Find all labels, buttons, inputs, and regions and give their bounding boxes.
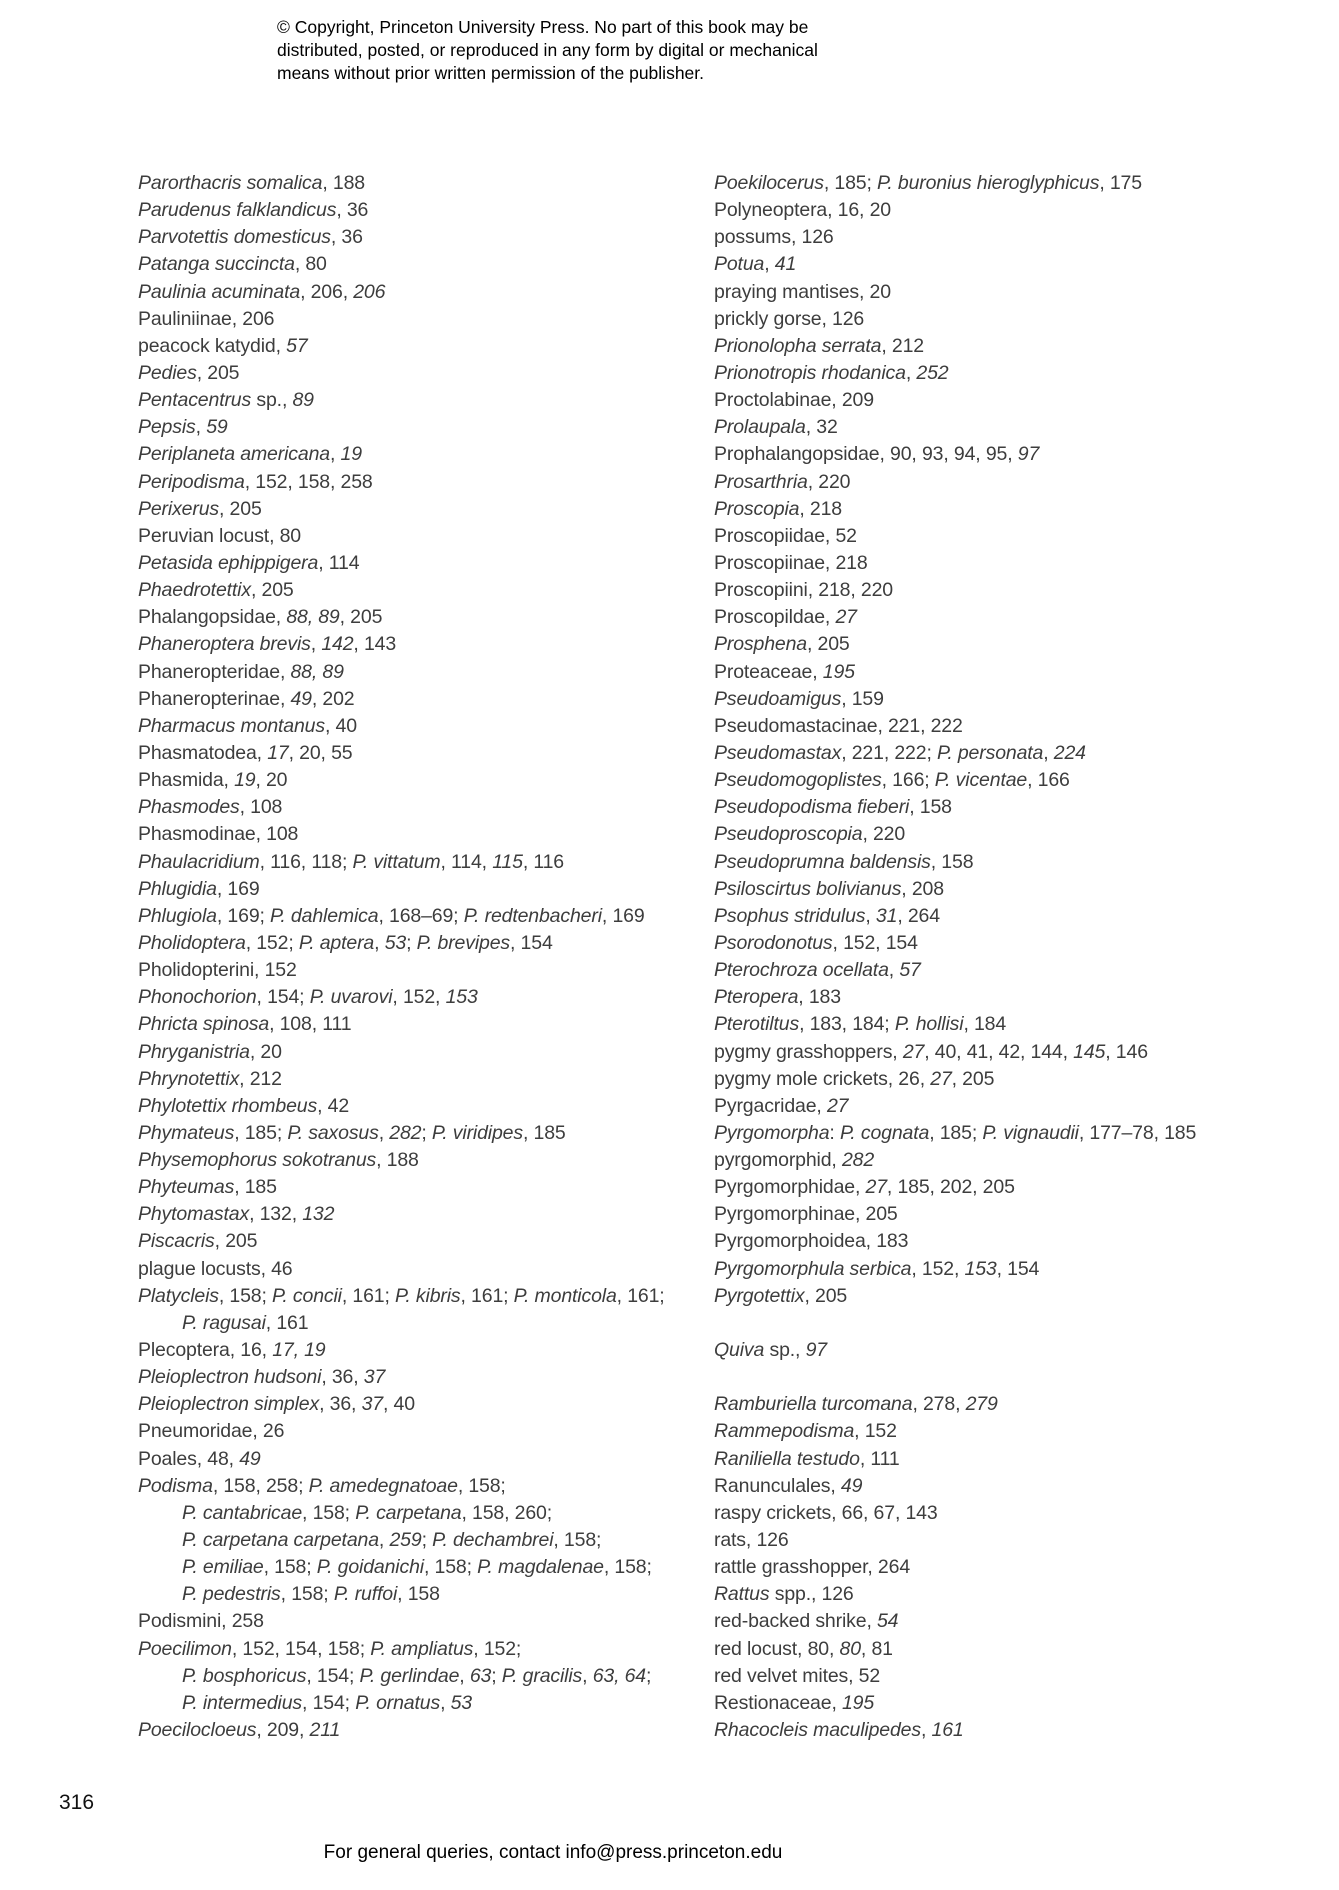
index-entry: Phrynotettix, 212 [138,1067,282,1090]
index-entry: Rammepodisma, 152 [714,1420,897,1443]
index-entry: Pedies, 205 [138,361,240,384]
index-entry: Prionotropis rhodanica, 252 [714,361,949,384]
index-entry: Potua, 41 [714,253,797,276]
index-entry: Pyrgomorphula serbica, 152, 153, 154 [714,1257,1040,1280]
index-entry: Phaneropterinae, 49, 202 [138,687,355,710]
index-entry: Pseudomogoplistes, 166; P. vicentae, 166 [714,769,1070,792]
index-entry: Phaneropteridae, 88, 89 [138,660,344,683]
index-entry: Pteropera, 183 [714,986,841,1009]
index-entry: Pharmacus montanus, 40 [138,714,357,737]
index-entry: red-backed shrike, 54 [714,1610,899,1633]
index-entry: Pyrgomorpha: P. cognata, 185; P. vignaudii, 177–78, 185 [714,1121,1197,1144]
index-entry: Poales, 48, 49 [138,1447,261,1470]
index-entry: Proctolabinae, 209 [714,389,874,412]
index-entry: pyrgomorphid, 282 [714,1149,875,1172]
index-entry: P. pedestris, 158; P. ruffoi, 158 [182,1583,440,1606]
index-entry: Ramburiella turcomana, 278, 279 [714,1393,998,1416]
index-entry: Pyrgotettix, 205 [714,1284,848,1307]
copyright-notice [277,16,818,85]
index-entry: praying mantises, 20 [714,280,891,303]
index-entry: Paulinia acuminata, 206, 206 [138,280,386,303]
index-entry: Ranunculales, 49 [714,1474,863,1497]
index-entry: Proteaceae, 195 [714,660,855,683]
index-entry: Physemophorus sokotranus, 188 [138,1149,419,1172]
index-entry: Polyneoptera, 16, 20 [714,199,891,222]
index-entry: Pleioplectron simplex, 36, 37, 40 [138,1393,415,1416]
index-entry: Pseudomastax, 221, 222; P. personata, 224 [714,741,1086,764]
copyright-line: means without prior written permission of the publisher. [277,63,705,83]
index-entry: Podisma, 158, 258; P. amedegnatoae, 158; [138,1474,506,1497]
index-entry: Phonochorion, 154; P. uvarovi, 152, 153 [138,986,478,1009]
index-entry: Pseudoprumna baldensis, 158 [714,850,974,873]
index-entry: possums, 126 [714,226,834,249]
index-entry: Proscopiinae, 218 [714,551,868,574]
index-entry: P. carpetana carpetana, 259; P. dechambrei, 158; [182,1529,602,1552]
index-entry: Pauliniinae, 206 [138,307,275,330]
index-blank-line [714,1310,1324,1337]
index-entry: P. ragusai, 161 [182,1311,309,1334]
index-entry: Pterochroza ocellata, 57 [714,959,921,982]
index-entry: Pleioplectron hudsoni, 36, 37 [138,1366,386,1389]
copyright-line: © Copyright, Princeton University Press. No part of this book may be [277,17,809,37]
index-entry: Podismini, 258 [138,1610,264,1633]
index-entry: Pepsis, 59 [138,416,228,439]
index-entry: Parvotettis domesticus, 36 [138,226,363,249]
index-entry: Psiloscirtus bolivianus, 208 [714,877,944,900]
index-entry: Psophus stridulus, 31, 264 [714,904,940,927]
index-entry: Proscopiidae, 52 [714,524,857,547]
index-entry: Prosarthria, 220 [714,470,851,493]
index-entry: P. bosphoricus, 154; P. gerlindae, 63; P. gracilis, 63, 64; [182,1664,652,1687]
index-entry: Perixerus, 205 [138,497,262,520]
index-entry: Peruvian locust, 80 [138,524,301,547]
index-entry: pygmy mole crickets, 26, 27, 205 [714,1067,995,1090]
index-entry: Phylotettix rhombeus, 42 [138,1094,350,1117]
index-entry: Parudenus falklandicus, 36 [138,199,369,222]
index-entry: P. intermedius, 154; P. ornatus, 53 [182,1691,472,1714]
index-entry: Platycleis, 158; P. concii, 161; P. kibris, 161; P. monticola, 161; [138,1284,665,1307]
index-entry: Pyrgomorphinae, 205 [714,1203,898,1226]
index-entry: Phasmida, 19, 20 [138,769,288,792]
index-entry: P. cantabricae, 158; P. carpetana, 158, 260; [182,1501,552,1524]
index-blank-line [714,1364,1324,1391]
index-entry: Pentacentrus sp., 89 [138,389,314,412]
index-entry: P. emiliae, 158; P. goidanichi, 158; P. magdalenae, 158; [182,1556,652,1579]
index-entry: Periplaneta americana, 19 [138,443,362,466]
index-entry: rats, 126 [714,1529,789,1552]
index-entry: Poecilocloeus, 209, 211 [138,1719,341,1742]
index-entry: Proscopiini, 218, 220 [714,579,893,602]
footer-contact-line: For general queries, contact info@press.princeton.edu [323,1842,783,1863]
copyright-line: distributed, posted, or reproduced in any form by digital or mechanical [277,40,818,60]
index-entry: Phasmatodea, 17, 20, 55 [138,741,353,764]
index-entry: Pseudomastacinae, 221, 222 [714,714,963,737]
index-entry: Restionaceae, 195 [714,1691,875,1714]
index-entry: Pholidoptera, 152; P. aptera, 53; P. brevipes, 154 [138,931,553,954]
index-entry: Phymateus, 185; P. saxosus, 282; P. viridipes, 185 [138,1121,566,1144]
index-entry: Pterotiltus, 183, 184; P. hollisi, 184 [714,1013,1007,1036]
index-entry: peacock katydid, 57 [138,334,308,357]
index-entry: Proscopildae, 27 [714,606,857,629]
index-entry: Phaulacridium, 116, 118; P. vittatum, 114, 115, 116 [138,850,565,873]
index-entry: Prolaupala, 32 [714,416,838,439]
index-entry: Phlugidia, 169 [138,877,260,900]
index-entry: Poecilimon, 152, 154, 158; P. ampliatus, 152; [138,1637,522,1660]
index-entry: Phryganistria, 20 [138,1040,282,1063]
index-entry: Prophalangopsidae, 90, 93, 94, 95, 97 [714,443,1040,466]
index-entry: Rattus spp., 126 [714,1583,854,1606]
index-entry: rattle grasshopper, 264 [714,1556,911,1579]
index-entry: Poekilocerus, 185; P. buronius hieroglyphicus, 175 [714,172,1142,194]
index-entry: Phyteumas, 185 [138,1176,277,1199]
index-entry: Proscopia, 218 [714,497,842,520]
index-entry: Pyrgacridae, 27 [714,1094,849,1117]
index-entry: Psorodonotus, 152, 154 [714,931,918,954]
index-entry: pygmy grasshoppers, 27, 40, 41, 42, 144, 145, 146 [714,1040,1148,1063]
index-entry: plague locusts, 46 [138,1257,293,1280]
index-entry: Pholidopterini, 152 [138,959,297,982]
index-entry: Peripodisma, 152, 158, 258 [138,470,373,493]
index-entry: Rhacocleis maculipedes, 161 [714,1719,964,1742]
index-entry: Petasida ephippigera, 114 [138,551,360,574]
index-entry: raspy crickets, 66, 67, 143 [714,1501,938,1524]
index-entry: Phasmodinae, 108 [138,823,299,846]
index-entry: Phaneroptera brevis, 142, 143 [138,633,397,656]
index-entry: Pseudoamigus, 159 [714,687,884,710]
index-entry: Plecoptera, 16, 17, 19 [138,1339,326,1362]
index-entry: Phalangopsidae, 88, 89, 205 [138,606,383,629]
index-entry: Quiva sp., 97 [714,1339,827,1362]
index-entry: Phlugiola, 169; P. dahlemica, 168–69; P. redtenbacheri, 169 [138,904,645,927]
index-entry: Patanga succincta, 80 [138,253,327,276]
page-number: 316 [59,1791,95,1814]
index-entry: prickly gorse, 126 [714,307,865,330]
index-entry: Prionolopha serrata, 212 [714,334,924,357]
index-entry: red locust, 80, 80, 81 [714,1637,893,1660]
index-entry: Phaedrotettix, 205 [138,579,294,602]
index-entry: Prosphena, 205 [714,633,850,656]
index-entry: Phytomastax, 132, 132 [138,1203,335,1226]
index-entry: Phricta spinosa, 108, 111 [138,1013,352,1036]
index-column-left [138,170,713,1744]
index-entry: Phasmodes, 108 [138,796,283,819]
index-entry: Raniliella testudo, 111 [714,1447,900,1470]
index-entry: Pseudopodisma fieberi, 158 [714,796,952,819]
index-entry: Pseudoproscopia, 220 [714,823,906,846]
index-entry: Piscacris, 205 [138,1230,258,1253]
index-entry: red velvet mites, 52 [714,1664,881,1687]
index-entry: Pyrgomorphidae, 27, 185, 202, 205 [714,1176,1015,1199]
index-entry: Pyrgomorphoidea, 183 [714,1230,909,1253]
index-column-right [714,170,1324,1744]
index-entry: Pneumoridae, 26 [138,1420,285,1443]
index-entry: Parorthacris somalica, 188 [138,172,365,194]
